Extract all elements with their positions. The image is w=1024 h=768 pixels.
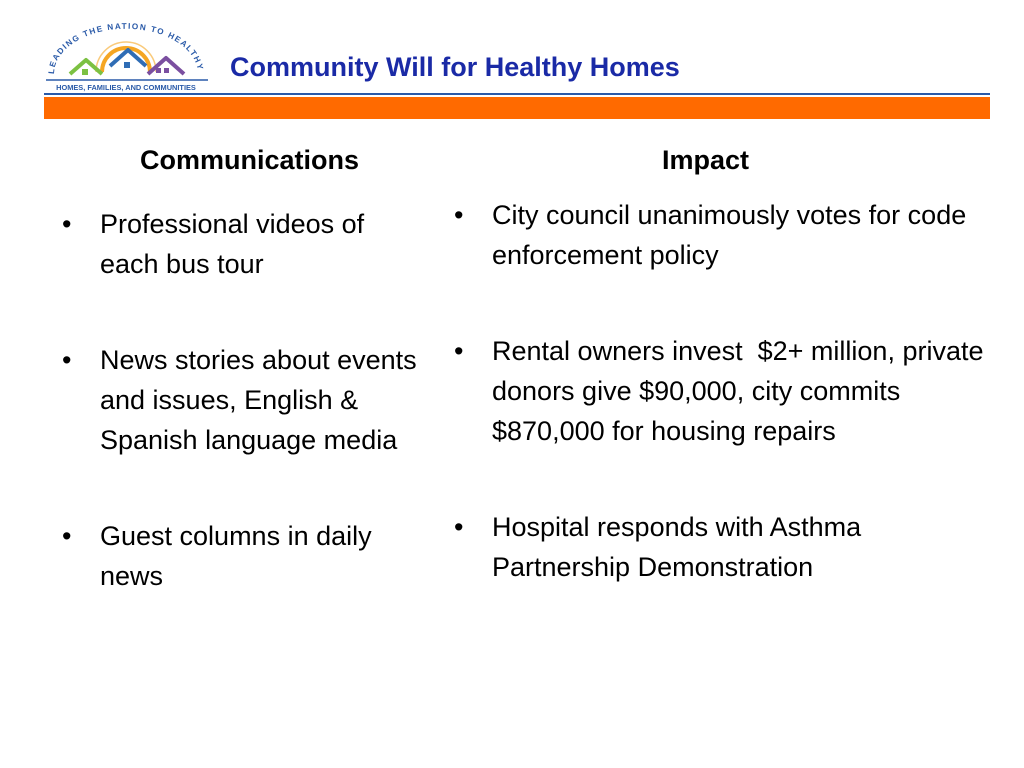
list-item-text: City council unanimously votes for code enforcement policy [492, 200, 967, 270]
bullet-icon: • [454, 200, 464, 230]
list-item-text: Guest columns in daily news [100, 521, 372, 591]
impact-list [452, 195, 992, 587]
list-item [60, 516, 420, 596]
logo-arc-text: LEADING THE NATION TO HEALTHY [46, 22, 205, 75]
list-item [60, 204, 420, 284]
header-rule-blue [44, 93, 990, 95]
list-item [452, 331, 992, 451]
header-rule-orange [44, 97, 990, 119]
list-item [452, 195, 992, 275]
communications-list [60, 204, 420, 596]
list-item-text: Professional videos of each bus tour [100, 209, 365, 279]
organization-logo [40, 22, 210, 94]
list-item [60, 340, 420, 460]
list-item-text: Rental owners invest $2+ million, private donors give $90,000, city commits $870,000 for housing repairs [492, 336, 991, 446]
bullet-icon: • [62, 209, 72, 239]
slide-title: Community Will for Healthy Homes [230, 52, 680, 82]
impact-heading: Impact [662, 145, 750, 175]
communications-heading: Communications [140, 145, 360, 175]
bullet-icon: • [454, 512, 464, 542]
list-item-text: News stories about events and issues, English & Spanish language media [100, 345, 417, 455]
list-item [452, 507, 992, 587]
list-item-text: Hospital responds with Asthma Partnership Demonstration [492, 512, 862, 582]
bullet-icon: • [454, 336, 464, 366]
logo-tagline: HOMES, FAMILIES, AND COMMUNITIES [56, 83, 196, 92]
bullet-icon: • [62, 345, 72, 375]
bullet-icon: • [62, 521, 72, 551]
logo-graphic [40, 22, 210, 94]
